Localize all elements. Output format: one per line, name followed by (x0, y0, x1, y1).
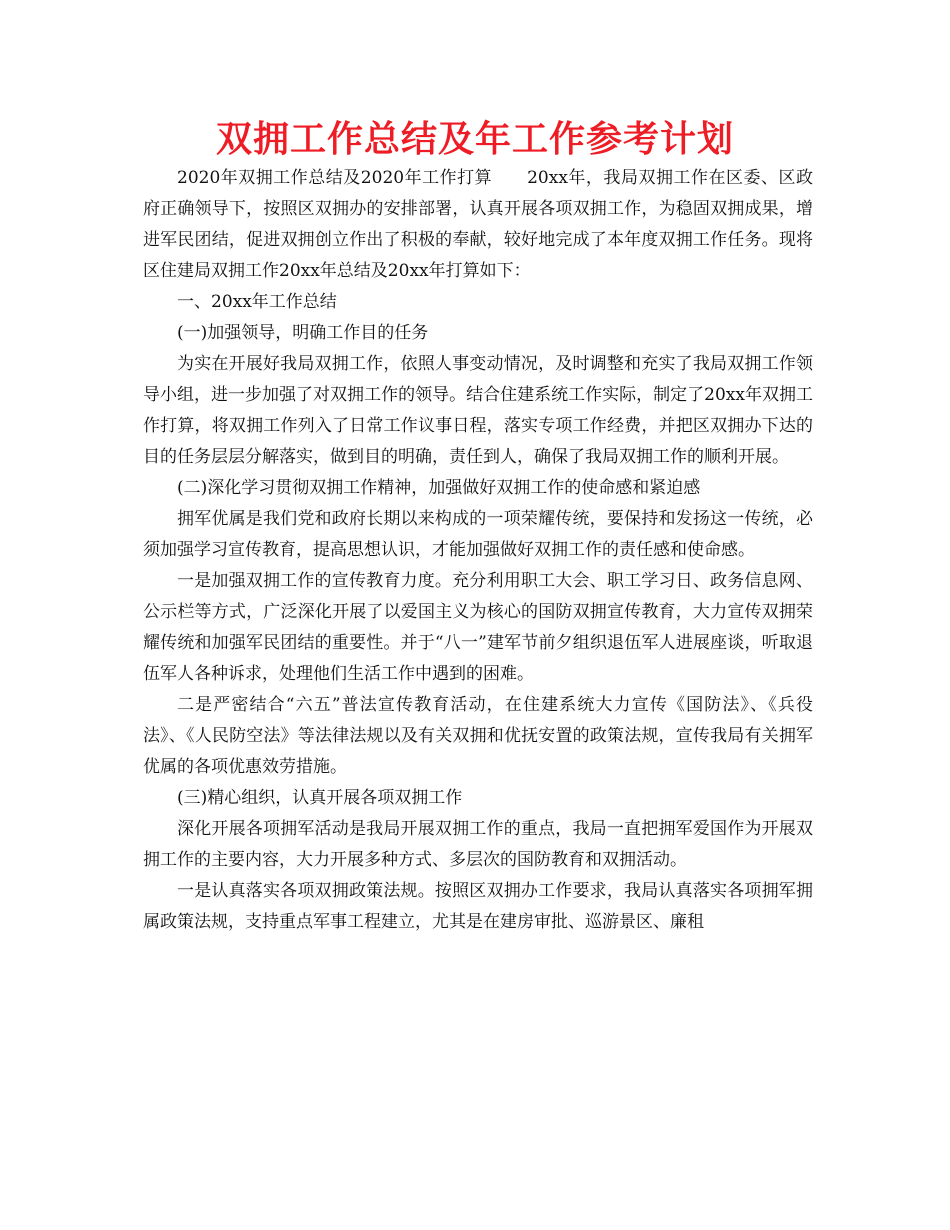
subsection-heading: (一)加强领导，明确工作目的任务 (177, 323, 429, 343)
subsection-heading: (三)精心组织，认真开展各项双拥工作 (177, 788, 463, 808)
paragraph: 二是严密结合“六五”普法宣传教育活动，在住建系统大力宣传《国防法》、《兵役法》、《人民防空法》等法律法规以及有关双拥和优抚安置的政策法规，宣传我局有关拥军优属的各项优惠效劳措施。 (143, 695, 813, 777)
subsection-heading: (二)深化学习贯彻双拥工作精神，加强做好双拥工作的使命感和紧迫感 (177, 478, 701, 498)
paragraph: 拥军优属是我们党和政府长期以来构成的一项荣耀传统，要保持和发扬这一传统，必须加强学习宣传教育，提高思想认识，才能加强做好双拥工作的责任感和使命感。 (143, 509, 813, 560)
paragraph: 一是认真落实各项双拥政策法规。按照区双拥办工作要求，我局认真落实各项拥军拥属政策法规，支持重点军事工程建立，尤其是在建房审批、巡游景区、廉租 (143, 881, 813, 932)
document-body (143, 163, 813, 938)
paragraph: 深化开展各项拥军活动是我局开展双拥工作的重点，我局一直把拥军爱国作为开展双拥工作的主要内容，大力开展多种方式、多层次的国防教育和双拥活动。 (143, 819, 813, 870)
paragraph: 一是加强双拥工作的宣传教育力度。充分利用职工大会、职工学习日、政务信息网、公示栏等方式，广泛深化开展了以爱国主义为核心的国防双拥宣传教育，大力宣传双拥荣耀传统和加强军民团结的重要性。并于“八一”建军节前夕组织退伍军人进展座谈，听取退伍军人各种诉求，处理他们生活工作中遇到的困难。 (143, 571, 813, 684)
document-title: 双拥工作总结及年工作参考计划 (215, 119, 734, 160)
paragraph: 为实在开展好我局双拥工作，依照人事变动情况，及时调整和充实了我局双拥工作领导小组，进一步加强了对双拥工作的领导。结合住建系统工作实际，制定了20xx年双拥工作打算，将双拥工作列入了日常工作议事日程，落实专项工作经费，并把区双拥办下达的目的任务层层分解落实，做到目的明确，责任到人，确保了我局双拥工作的顺利开展。 (143, 354, 813, 467)
section-heading: 一、20xx年工作总结 (177, 292, 337, 312)
paragraph: 2020年双拥工作总结及2020年工作打算 20xx年，我局双拥工作在区委、区政府正确领导下，按照区双拥办的安排部署，认真开展各项双拥工作，为稳固双拥成果，增进军民团结，促进双拥创立作出了积极的奉献，较好地完成了本年度双拥工作任务。现将区住建局双拥工作20xx年总结及20xx年打算如下： (143, 168, 813, 281)
